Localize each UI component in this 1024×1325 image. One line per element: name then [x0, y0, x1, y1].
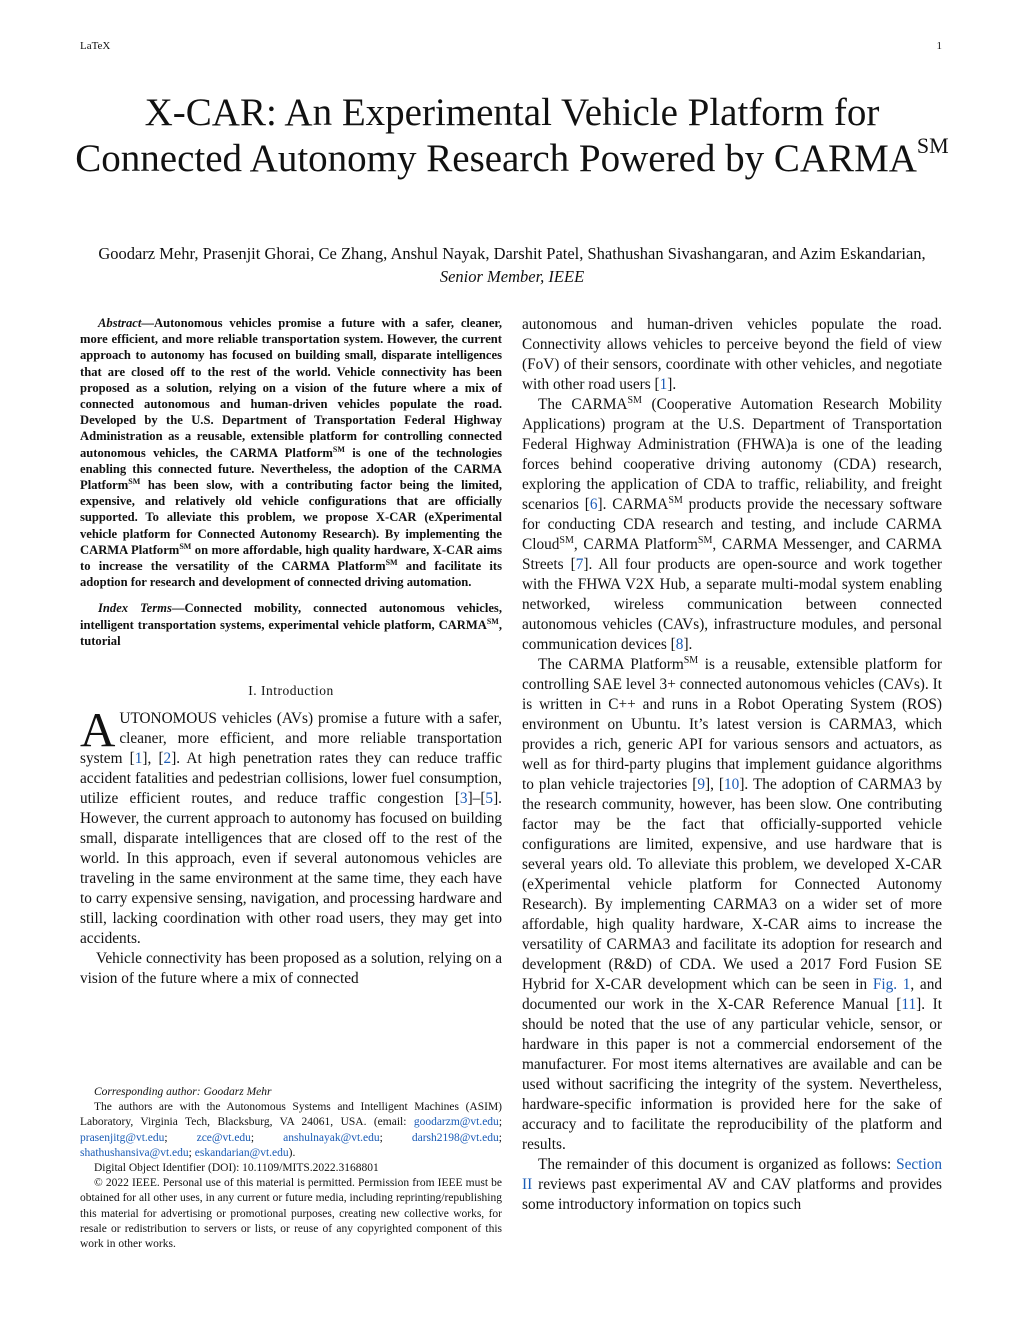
- citation-link[interactable]: 1: [659, 376, 668, 393]
- drop-cap: A: [80, 702, 116, 758]
- author-list: Goodarz Mehr, Prasenjit Ghorai, Ce Zhang, Anshul Nayak, Darshit Patel, Shathushan Sivashangaran, and Azim Eskandarian, Senior Member, IEEE: [98, 244, 926, 286]
- title-superscript: SM: [916, 133, 949, 158]
- email-link[interactable]: darsh2198@vt.edu: [411, 1131, 499, 1144]
- section-link[interactable]: Section II: [522, 1156, 942, 1193]
- right-paragraph-3: The CARMA Platform℠ is a reusable, extensible platform for controlling SAE level 3+ connected autonomous vehicles (CAVs). It is written in C++ and runs in a Robot Operating System (ROS) environment on Ubuntu. It’s latest version is CARMA3, which provides a rich, generic API for various sensors and actuators, as well as for third-party plugins that implement guidance algorithms to plan vehicle trajectories [9], [10]. The adoption of CARMA3 by the research community, however, has been slow. One contributing factor may be the fact that officially-supported vehicle configurations are limited, expensive, and use hardware that is several years old. To alleviate this problem, we developed X-CAR (eXperimental vehicle platform for Connected Autonomy Research). By implementing CARMA3 on a wider set of more affordable, high quality hardware, X-CAR aims to increase the versatility of CARMA3 and facilitate its adoption for research and development (R&D) of CDA. We used a 2017 Ford Fusion SE Hybrid for X-CAR development which can be seen in Fig. 1, and documented our work in the X-CAR Reference Manual [11]. It should be noted that the use of any particular vehicle, sensor, or hardware in this paper is not a commercial endorsement of the manufacturer. For most items alternatives are available and can be used without sacrificing the integrity of the system. Nevertheless, hardware-specific information is provided here for the sake of accuracy and to facilitate the reproducibility of the platform and results.: [522, 655, 943, 1153]
- citation-link[interactable]: 2: [163, 750, 172, 768]
- right-column: [522, 315, 942, 1215]
- citation-link[interactable]: 6: [589, 496, 598, 513]
- citation-link[interactable]: 10: [724, 776, 740, 793]
- affiliation-note: The authors are with the Autonomous Systems and Intelligent Machines (ASIM) Laboratory, Virginia Tech, Blacksburg, VA 24061, USA. (email: goodarzm@vt.edu; prasenjitg@vt.edu; zce@vt.edu; anshulnayak@vt.edu; darsh2198@vt.edu; shathushansiva@vt.edu; eskandarian@vt.edu).: [80, 1101, 503, 1159]
- email-link[interactable]: prasenjitg@vt.edu: [80, 1131, 165, 1144]
- intro-paragraph-1: AUTONOMOUS vehicles (AVs) promise a future with a safer, cleaner, more efficient, and more reliable transportation system [1], [2]. At high penetration rates they can reduce traffic accident fatalities and pedestrian collisions, lower fuel consumption, utilize efficient routes, and reduce traffic congestion [3]–[5]. However, the current approach to autonomy has focused on building small, disparate intelligences that are closed off to the rest of the world. In this approach, even if several autonomous vehicles are traveling in the same environment at the same time, they each have to carry expensive sensing, navigation, and processing hardware and still, lacking coordination with other road users, they may get into accidents.: [80, 702, 502, 948]
- email-link[interactable]: eskandarian@vt.edu: [194, 1146, 289, 1159]
- email-link[interactable]: goodarzm@vt.edu: [413, 1116, 499, 1129]
- left-column: [80, 315, 502, 989]
- citation-link[interactable]: 3: [459, 790, 468, 808]
- right-paragraph-4: The remainder of this document is organized as follows: Section II reviews past experimental AV and CAV platforms and provides some introductory information on topics such: [522, 1156, 942, 1213]
- intro-paragraph-2: Vehicle connectivity has been proposed as a solution, relying on a vision of the future where a mix of connected: [80, 950, 502, 988]
- citation-link[interactable]: 5: [485, 790, 494, 808]
- citation-link[interactable]: 11: [901, 996, 917, 1013]
- page-number: 1: [936, 40, 942, 52]
- doi-note: Digital Object Identifier (DOI): 10.1109/MITS.2022.3168801: [94, 1162, 379, 1175]
- email-link[interactable]: anshulnayak@vt.edu: [283, 1131, 380, 1144]
- citation-link[interactable]: 7: [575, 556, 584, 573]
- right-paragraph-2: The CARMA℠ (Cooperative Automation Research Mobility Applications) program at the U.S. Department of Transportation Federal Highway Administration (FHWA)a is one of the leading forces behind cooperative driving autonomy (CDA) research, exploring the application of CDA to traffic, reliability, and freight scenarios [6]. CARMA℠ products provide the necessary software for conducting CDA research and testing, and include CARMA Cloud℠, CARMA Platform℠, CARMA Messenger, and CARMA Streets [7]. All four products are open-source and work together with the FHWA V2X Hub, a separate multi-modal system enabling networked, wireless communication between connected autonomous vehicles (CAVs), infrastructure modules, and personal communication devices [8].: [522, 395, 943, 653]
- email-link[interactable]: zce@vt.edu: [196, 1131, 251, 1144]
- paper-title: X-CAR: An Experimental Vehicle Platform for Connected Autonomy Research Powered by CARMA℠: [75, 91, 949, 180]
- latex-header: LaTeX: [80, 40, 111, 52]
- figure-link[interactable]: Fig. 1: [872, 976, 911, 993]
- index-terms: Index Terms—Connected mobility, connected autonomous vehicles, intelligent transportation systems, experimental vehicle platform, CARMA℠, tutorial: [80, 601, 502, 648]
- section-heading-introduction: I. Introduction: [248, 683, 334, 699]
- copyright-note: © 2022 IEEE. Personal use of this material is permitted. Permission from IEEE must be obtained for all other uses, in any current or future media, including reprinting/republishing this material for advertising or promotional purposes, creating new collective works, for resale or redistribution to servers or lists, or reuse of any copyrighted component of this work in other works.: [80, 1177, 502, 1251]
- corresponding-author: Corresponding author: Goodarz Mehr: [94, 1086, 272, 1098]
- email-link[interactable]: shathushansiva@vt.edu: [80, 1146, 189, 1159]
- footnotes: [80, 1085, 502, 1252]
- right-paragraph-1: autonomous and human-driven vehicles populate the road. Connectivity allows vehicles to perceive beyond the field of view (FoV) of their sensors, coordinate with other vehicles, and negotiate with other road users [1].: [522, 316, 942, 393]
- citation-link[interactable]: 8: [675, 636, 684, 653]
- citation-link[interactable]: 9: [697, 776, 706, 793]
- author-role: Senior Member, IEEE: [439, 267, 585, 286]
- citation-link[interactable]: 1: [134, 750, 143, 768]
- abstract: Abstract—Autonomous vehicles promise a future with a safer, cleaner, more efficient, and more reliable transportation system. However, the current approach to autonomy has focused on building small, disparate intelligences that are closed off to the rest of the world. Vehicle connectivity has been proposed as a solution, relying on a vision of the future where a mix of connected autonomous and human-driven vehicles populate the road. Developed by the U.S. Department of Transportation Federal Highway Administration as a reusable, extensible platform for controlling connected autonomous vehicles, the CARMA Platform℠ is one of the technologies enabling this connected future. Nevertheless, the adoption of the CARMA Platform℠ has been slow, with a contributing factor being the limited, expensive, and relatively old vehicle configurations that are officially supported. To alleviate this problem, we propose X-CAR (eXperimental vehicle platform for Connected Autonomy Research). By implementing the CARMA Platform℠ on more affordable, high quality hardware, X-CAR aims to increase the versatility of the CARMA Platform℠ and facilitate its adoption for research and development of connected driving automation.: [80, 316, 503, 590]
